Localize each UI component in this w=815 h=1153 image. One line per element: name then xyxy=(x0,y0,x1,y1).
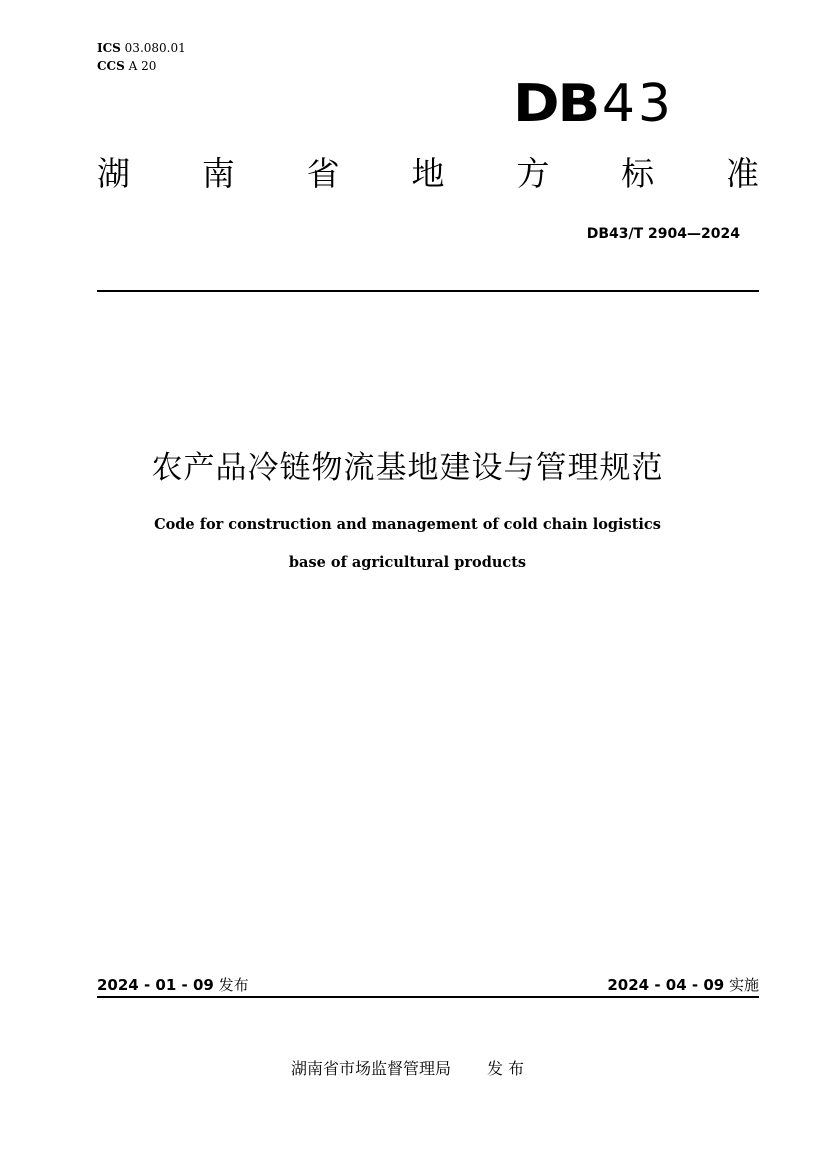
title-chinese: 农产品冷链物流基地建设与管理规范 xyxy=(151,450,664,486)
db-logo xyxy=(513,74,674,134)
ics-value: 03.080.01 xyxy=(124,41,186,55)
standard-type-char: 地 xyxy=(411,154,445,193)
standard-type-char: 南 xyxy=(201,154,235,193)
standard-type-char: 准 xyxy=(725,154,759,193)
publish-date-label: 发布 xyxy=(218,976,249,994)
ccs-label: CCS xyxy=(97,59,125,73)
implement-date xyxy=(500,974,759,995)
standard-type-char: 方 xyxy=(516,154,550,193)
db-logo-mark: DB xyxy=(513,74,599,134)
implement-date-label: 实施 xyxy=(728,976,759,994)
issuer-name: 湖南省市场监督管理局 xyxy=(290,1059,451,1078)
standard-number: DB43/T 2904—2024 xyxy=(586,226,740,242)
bottom-divider xyxy=(97,996,759,998)
standard-type-char: 省 xyxy=(306,154,340,193)
standard-type xyxy=(97,152,759,196)
publish-date xyxy=(97,974,249,995)
standard-type-char: 标 xyxy=(621,154,655,193)
title-english-line-2: base of agricultural products xyxy=(288,554,527,571)
publish-date-value: 2024 - 01 - 09 xyxy=(97,976,214,994)
ics-label: ICS xyxy=(97,41,121,55)
top-divider xyxy=(97,290,759,292)
issuer xyxy=(0,1056,815,1079)
ics-code xyxy=(97,40,186,56)
issuer-action: 发 布 xyxy=(486,1059,525,1078)
standard-type-char: 湖 xyxy=(97,154,130,193)
ccs-code xyxy=(97,58,156,74)
implement-date-value: 2024 - 04 - 09 xyxy=(607,976,725,994)
title-english-line-1: Code for construction and management of cold chain logistics xyxy=(154,516,661,533)
db-logo-number: 43 xyxy=(601,74,674,134)
ccs-value: A 20 xyxy=(128,59,157,73)
